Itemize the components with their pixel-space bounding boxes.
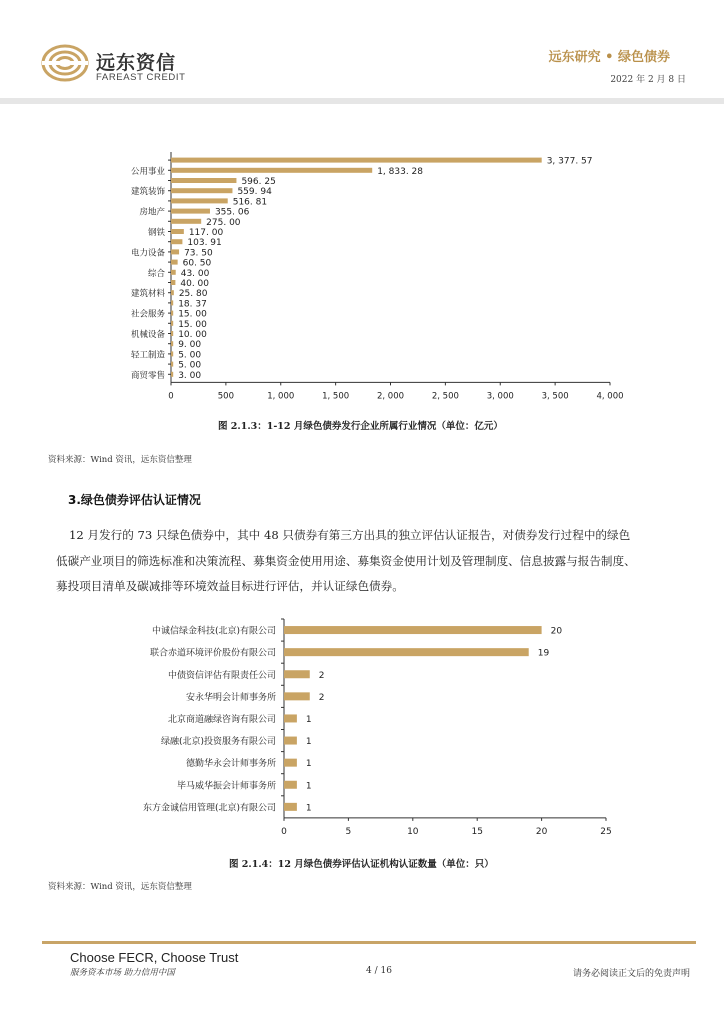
chart2-category-label: 东方金诚信用管理(北京)有限公司: [142, 803, 276, 814]
chart1-value-label: 516. 81: [232, 197, 268, 208]
chart2-category-label: 联合赤道环境评价股份有限公司: [149, 648, 276, 659]
chart1-value-label: 25. 80: [178, 289, 208, 300]
chart1-category-label: 房地产: [139, 207, 165, 218]
chart1-value-label: 18. 37: [178, 299, 207, 310]
chart1-value-label: 596. 25: [241, 177, 276, 187]
chart1-source: 资料来源：Wind 资讯，远东资信整理: [48, 455, 192, 465]
chart1-bar: [171, 188, 232, 193]
chart1-bar: [171, 260, 178, 265]
chart1-x-tick-label: 500: [217, 391, 234, 400]
header-date: 2022 年 2 月 8 日: [610, 75, 686, 85]
chart1-value-label: 5. 00: [178, 350, 202, 361]
paragraph-line: 12 月发行的 73 只绿色债券中，其中 48 只债券有第三方出具的独立评估认证报告，对债券发行过程中的绿色: [69, 528, 631, 542]
chart1-bar: [171, 198, 228, 203]
chart2-value-label: 1: [305, 781, 312, 792]
chart2-value-label: 1: [305, 737, 312, 748]
chart1-value-label: 60. 50: [182, 258, 212, 269]
chart1-value-label: 3. 00: [178, 370, 202, 381]
chart1-bar: [171, 168, 372, 173]
chart1-category-label: 建筑装饰: [130, 187, 165, 198]
chart1-bar: [171, 249, 179, 254]
chart1-bar: [171, 300, 173, 305]
chart2-category-label: 安永华明会计师事务所: [185, 692, 276, 703]
section-paragraph: [56, 523, 671, 600]
chart1-bar: [171, 331, 173, 336]
chart1-value-label: 103. 91: [187, 238, 222, 249]
chart1-bar: [171, 311, 173, 316]
chart1-bar: [171, 341, 173, 346]
chart1-bar: [171, 178, 236, 183]
chart1-category-label: 综合: [147, 268, 165, 279]
chart1-value-label: 15. 00: [178, 309, 207, 320]
footer-tagline: Choose FECR, Choose Trust: [70, 950, 239, 965]
chart1-bar: [171, 239, 182, 244]
section-heading: 3.绿色债券评估认证情况: [68, 493, 201, 507]
paragraph-line: 低碳产业项目的筛选标准和决策流程、募集资金使用用途、募集资金使用计划及管理制度、信息披露与报告制度、: [56, 553, 636, 568]
chart1-x-tick-label: 2, 500: [431, 391, 459, 400]
chart2-x-tick-label: 0: [281, 826, 287, 837]
chart1-x-tick-label: 1, 000: [267, 391, 295, 400]
chart1-value-label: 9. 00: [178, 340, 202, 351]
chart1-value-label: 43. 00: [180, 268, 210, 279]
chart2-category-label: 绿融(北京)投资服务有限公司: [160, 737, 276, 748]
footer-divider: [42, 941, 696, 944]
chart2-category-label: 毕马威华振会计师事务所: [176, 781, 276, 792]
chart2-value-label: 1: [305, 714, 312, 725]
logo-english-name: FAREAST CREDIT: [96, 72, 186, 83]
chart1-value-label: 15. 00: [178, 319, 207, 330]
chart2-bar: [284, 737, 297, 745]
chart2-value-label: 2: [318, 692, 325, 703]
chart2-x-tick-label: 10: [407, 826, 419, 837]
chart1-value-label: 355. 06: [214, 207, 250, 218]
paragraph-line: 募投项目清单及碳减排等环境效益目标进行评估，并认证绿色债券。: [56, 579, 404, 593]
chart2-value-label: 20: [550, 626, 563, 637]
chart1-category-label: 社会服务: [130, 309, 165, 320]
chart2-bar: [284, 648, 529, 656]
chart1-value-label: 117. 00: [188, 228, 224, 238]
chart2-bar: [284, 781, 297, 789]
chart1-x-tick-label: 1, 500: [322, 391, 350, 400]
chart1-category-label: 钢铁: [147, 228, 165, 238]
chart1-value-label: 3, 377. 57: [546, 156, 593, 167]
chart1-value-label: 5. 00: [178, 360, 202, 371]
chart1-bar: [171, 372, 173, 377]
header-divider: [0, 98, 724, 104]
chart1-bar: [171, 219, 201, 224]
chart1-caption: 图 2.1.3：1-12 月绿色债券发行企业所属行业情况（单位：亿元）: [218, 421, 503, 432]
chart2-source: 资料来源：Wind 资讯，远东资信整理: [48, 882, 192, 892]
chart1-value-label: 559. 94: [237, 187, 272, 198]
chart2-category-label: 中诚信绿金科技(北京)有限公司: [151, 626, 276, 637]
chart2-bar: [284, 714, 297, 722]
chart2-category-label: 德勤华永会计师事务所: [185, 759, 276, 770]
chart1-bar: [171, 158, 542, 163]
chart2-category-label: 中债资信评估有限责任公司: [167, 670, 276, 681]
footer-disclaimer: 请务必阅读正文后的免责声明: [572, 969, 690, 979]
chart2-value-label: 19: [537, 648, 550, 659]
chart1-category-label: 商贸零售: [130, 370, 165, 381]
chart1-bar: [171, 362, 173, 367]
fareast-credit-logo-icon: [40, 42, 90, 84]
chart2-category-label: 北京商道融绿咨询有限公司: [167, 714, 276, 725]
chart1-value-label: 10. 00: [178, 330, 207, 340]
chart2-value-label: 1: [305, 803, 312, 814]
chart2-caption: 图 2.1.4：12 月绿色债券评估认证机构认证数量（单位：只）: [229, 859, 494, 870]
chart1-bar: [171, 290, 174, 295]
certifier-bar-chart: [0, 612, 724, 842]
chart1-bar: [171, 351, 173, 356]
chart1-x-tick-label: 2, 000: [376, 391, 405, 400]
chart1-bar: [171, 270, 176, 275]
chart1-category-label: 轻工制造: [130, 350, 165, 361]
chart1-x-tick-label: 3, 500: [541, 391, 569, 400]
chart1-x-tick-label: 3, 000: [486, 391, 514, 400]
chart1-bar: [171, 321, 173, 326]
chart1-x-tick-label: 4, 000: [596, 391, 624, 400]
chart1-bar: [171, 280, 175, 285]
chart2-x-tick-label: 20: [535, 826, 548, 837]
chart1-value-label: 1, 833. 28: [377, 166, 424, 177]
chart2-bar: [284, 692, 310, 700]
chart2-x-tick-label: 5: [345, 826, 352, 837]
chart1-bar: [171, 209, 210, 214]
chart1-category-label: 电力设备: [130, 248, 165, 259]
chart1-category-label: 建筑材料: [130, 289, 165, 300]
chart1-value-label: 275. 00: [206, 217, 241, 228]
chart2-value-label: 2: [318, 670, 325, 681]
footer-slogan: 服务资本市场 助力信用中国: [70, 968, 175, 978]
chart2-bar: [284, 759, 297, 767]
chart1-category-label: 公用事业: [130, 166, 165, 177]
chart2-x-tick-label: 15: [471, 826, 483, 837]
chart2-x-tick-label: 25: [600, 826, 612, 837]
chart2-bar: [284, 670, 310, 678]
chart2-bar: [284, 626, 542, 634]
header-series-title: 远东研究 • 绿色债券: [548, 50, 670, 65]
page-number: 4 / 16: [366, 966, 392, 976]
chart1-bar: [171, 229, 184, 234]
logo-chinese-name: 远东资信: [96, 52, 177, 74]
chart2-bar: [284, 803, 297, 811]
chart2-value-label: 1: [305, 759, 312, 770]
chart1-value-label: 73. 50: [184, 248, 213, 259]
chart1-x-tick-label: 0: [168, 391, 174, 400]
chart1-value-label: 40. 00: [180, 279, 210, 289]
industry-bar-chart: [0, 140, 724, 400]
chart1-category-label: 机械设备: [130, 330, 165, 340]
